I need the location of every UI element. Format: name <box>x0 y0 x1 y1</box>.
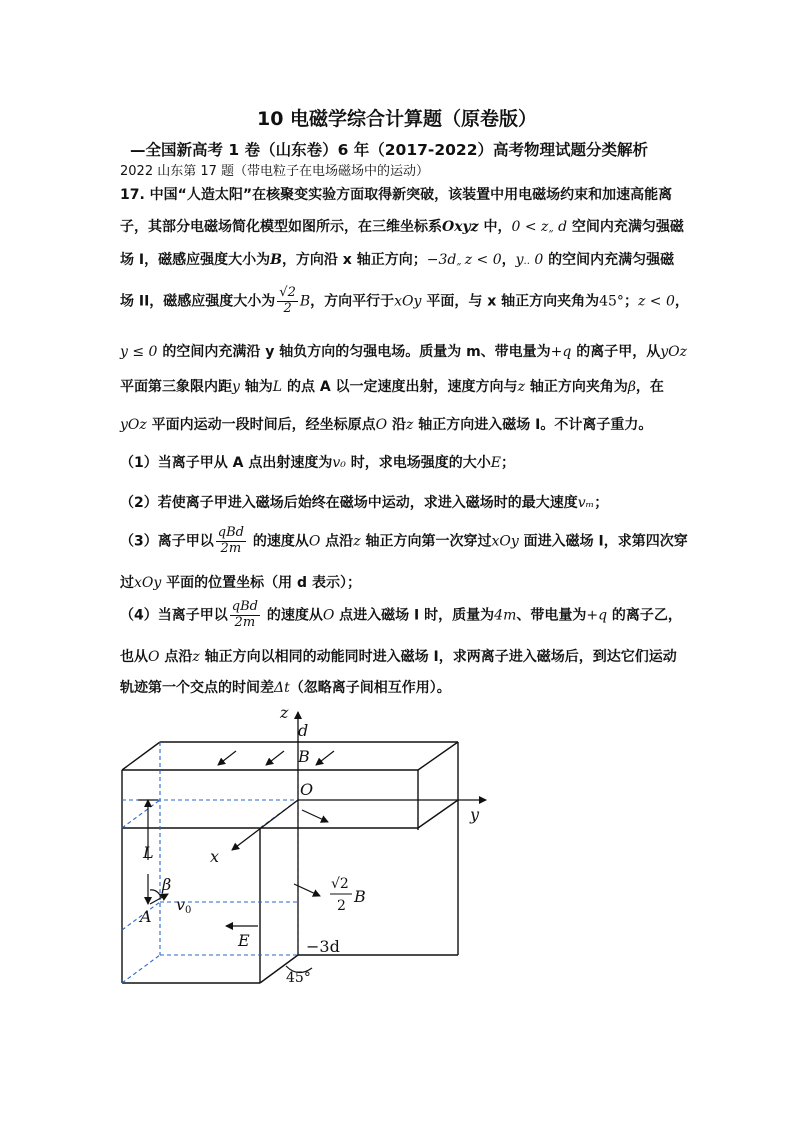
velocity-arrow <box>150 894 168 904</box>
label-minus-3d: −3d <box>306 937 340 956</box>
text: 也从 <box>120 649 148 665</box>
text: 轴为 <box>239 379 273 395</box>
numerator: √2 <box>279 285 296 300</box>
math: 4m <box>494 607 517 624</box>
label-v-sub: 0 <box>185 905 192 916</box>
label-A: A <box>140 907 152 926</box>
page-subtitle: —全国新高考 1 卷（山东卷）6 年（2017-2022）高考物理试题分类解析 <box>130 141 648 159</box>
math: B <box>299 293 311 310</box>
x-axis <box>232 800 298 850</box>
math: „ <box>548 223 554 234</box>
math: z < 0 <box>637 293 675 310</box>
math: z <box>192 649 200 665</box>
text: 的空间内充满沿 y 轴负方向的匀强电场。质量为 m、带电量为 <box>157 344 551 360</box>
label-beta: β <box>162 875 172 894</box>
text: （2）若使离子甲进入磁场后始终在磁场中运动，求进入磁场时的最大速度 <box>120 495 578 511</box>
text: 轴正方向夹角为 <box>524 379 628 395</box>
math: O <box>322 607 335 624</box>
math: O <box>375 417 388 433</box>
text: ， <box>501 252 516 268</box>
label-B2-num: √2 <box>331 876 349 892</box>
math: Δt <box>274 680 290 696</box>
field-B-arrow <box>316 751 334 765</box>
text: 中， <box>478 219 512 235</box>
label-B: B <box>298 747 310 766</box>
field-B-arrow <box>218 751 236 765</box>
text: 场 II，磁感应强度大小为 <box>120 293 276 310</box>
text: 的离子乙， <box>607 607 682 624</box>
text: ； <box>623 293 638 310</box>
math: yOz <box>120 417 147 433</box>
math: Oxyz <box>442 219 479 235</box>
figure-labels <box>138 703 480 986</box>
field-B-arrow <box>266 751 284 765</box>
text: ，方向平行于 <box>310 293 395 310</box>
field-B-arrow <box>302 810 328 822</box>
text: （忽略离子间相互作用）。 <box>289 680 451 696</box>
math: xOy <box>491 533 519 550</box>
math: +q <box>586 607 608 624</box>
text: 空间内充满匀强磁 <box>567 219 684 235</box>
math: z < 0 <box>464 252 502 268</box>
text: 的离子甲，从 <box>571 344 661 360</box>
source-line: 2022 山东第 17 题（带电粒子在电场磁场中的运动） <box>120 164 430 179</box>
math: −3d <box>426 252 457 268</box>
text: 时，求电场强度的大小 <box>345 455 491 471</box>
text: 点沿 <box>159 649 193 665</box>
denominator: 2m <box>234 614 256 630</box>
denominator: 2 <box>283 300 292 316</box>
label-v0 <box>176 895 191 916</box>
math: xOy <box>134 575 162 591</box>
text: 沿 <box>387 417 406 433</box>
hidden-lines <box>122 742 458 983</box>
text: ； <box>500 455 515 471</box>
math: O <box>308 533 321 550</box>
math: .. <box>523 256 530 267</box>
text: （3）离子甲以 <box>120 533 214 550</box>
text: 、带电量为 <box>516 607 587 624</box>
math: „ <box>456 256 465 267</box>
math: y <box>515 252 524 268</box>
label-z: z <box>280 703 289 722</box>
text: ，方向沿 x 轴正方向； <box>281 252 427 268</box>
text: 轴正方向进入磁场 I。不计离子重力。 <box>413 417 653 433</box>
text: （1）当离子甲从 A 点出射速度为 <box>120 455 333 471</box>
math: y ≤ 0 <box>120 344 158 360</box>
math: L <box>272 379 283 395</box>
text: ，在 <box>635 379 664 395</box>
label-v: v <box>176 895 186 914</box>
label-O: O <box>300 780 314 799</box>
text: （4）当离子甲以 <box>120 607 228 624</box>
text: 面进入磁场 I，求第四次穿 <box>518 533 688 550</box>
math: E <box>490 455 501 471</box>
math: 0 <box>529 252 544 268</box>
label-d: d <box>298 721 309 740</box>
text: 的速度从 <box>261 607 323 624</box>
text: 轴正方向第一次穿过 <box>360 533 492 550</box>
text: 轨迹第一个交点的时间差 <box>120 680 274 696</box>
math: β <box>627 379 636 395</box>
text: 过 <box>120 575 134 591</box>
text: 的点 A 以一定速度出射，速度方向与 <box>282 379 518 395</box>
text: 点沿 <box>320 533 354 550</box>
text: 平面内运动一段时间后，经坐标原点 <box>146 417 376 433</box>
numerator: qBd <box>217 525 244 540</box>
page-title: 10 电磁学综合计算题（原卷版） <box>256 108 538 130</box>
math: y <box>232 379 240 395</box>
math: z <box>517 379 525 395</box>
numerator: qBd <box>231 599 258 614</box>
text: 平面第三象限内距 <box>120 379 232 395</box>
math: z <box>353 533 361 550</box>
math: +q <box>550 344 572 360</box>
denominator: 2m <box>220 540 242 556</box>
math: yOz <box>660 344 688 360</box>
math: 0 < z <box>511 219 549 235</box>
math: 45° <box>599 293 624 310</box>
math: B <box>270 252 282 268</box>
math: xOy <box>394 293 422 310</box>
label-45deg: 45° <box>286 970 311 986</box>
math: vₘ <box>577 495 595 511</box>
label-x: x <box>210 847 220 866</box>
text: ， <box>674 293 689 310</box>
math: d <box>553 219 568 235</box>
math: v₀ <box>332 455 346 471</box>
label-E: E <box>238 931 250 950</box>
text: 子，其部分电磁场简化模型如图所示，在三维坐标系 <box>120 219 442 235</box>
text: 轴正方向以相同的动能同时进入磁场 I，求两离子进入磁场后，到达它们运动 <box>199 649 677 665</box>
text: 17. 中国“人造太阳”在核聚变实验方面取得新突破，该装置中用电磁场约束和加速高能离 <box>120 187 673 203</box>
text: 的空间内充满匀强磁 <box>543 252 675 268</box>
box-outline <box>122 742 458 983</box>
text: 平面，与 x 轴正方向夹角为 <box>421 293 600 310</box>
text: 点进入磁场 I 时，质量为 <box>334 607 495 624</box>
label-B2-den: 2 <box>337 898 346 914</box>
label-L: L <box>143 843 154 862</box>
text: ； <box>594 495 609 511</box>
text: 平面的位置坐标（用 d 表示）； <box>161 575 361 591</box>
text: 的速度从 <box>247 533 309 550</box>
label-y: y <box>470 805 480 824</box>
beta-arc <box>150 890 161 897</box>
math: O <box>148 649 160 665</box>
text: 场 I，磁感应强度大小为 <box>120 252 271 268</box>
label-B2-B: B <box>354 887 366 906</box>
math: z <box>406 417 414 433</box>
